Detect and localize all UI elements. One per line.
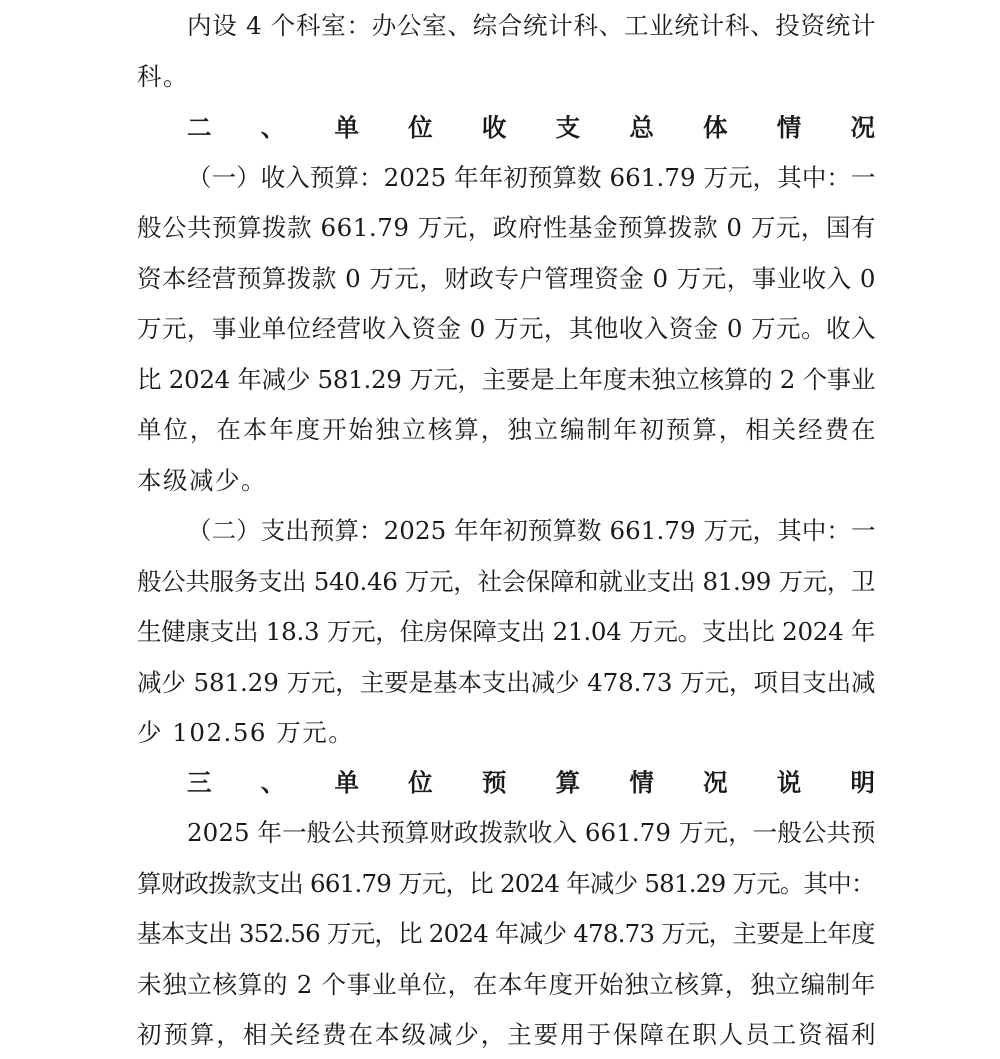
paragraph-line: 生健康支出 18.3 万元，住房保障支出 21.04 万元。支出比 2024 年 [137,617,876,646]
paragraph-line: 内设 4 个科室：办公室、综合统计科、工业统计科、投资统计 [187,11,877,40]
paragraph-line: （一）收入预算：2025 年年初预算数 661.79 万元，其中：一 [187,163,876,192]
paragraph-line: 算财政拨款支出 661.79 万元，比 2024 年减少 581.29 万元。其中： [137,869,875,898]
paragraph-line: 基本支出 352.56 万元，比 2024 年减少 478.73 万元，主要是上年度 [137,919,875,948]
paragraph-line: 本级减少。 [137,466,267,495]
paragraph-line: 比 2024 年减少 581.29 万元，主要是上年度未独立核算的 2 个事业 [137,365,876,394]
paragraph-line: 2025 年一般公共预算财政拨款收入 661.79 万元，一般公共预 [187,818,876,847]
paragraph-line: 少 102.56 万元。 [137,718,355,747]
paragraph-line: 单位，在本年度开始独立核算，独立编制年初预算，相关经费在 [137,415,878,444]
paragraph-line: 般公共预算拨款 661.79 万元，政府性基金预算拨款 0 万元，国有 [137,213,877,242]
paragraph-line: 万元，事业单位经营收入资金 0 万元，其他收入资金 0 万元。收入 [137,314,876,343]
paragraph-line: 科。 [137,62,189,91]
paragraph-line: 初预算，相关经费在本级减少，主要用于保障在职人员工资福利 [137,1020,878,1049]
paragraph-line: 般公共服务支出 540.46 万元，社会保障和就业支出 81.99 万元，卫 [137,567,876,596]
paragraph-line: 未独立核算的 2 个事业单位，在本年度开始独立核算，独立编制年 [137,970,877,999]
section-heading: 二、单位收支总体情况 [187,113,925,142]
section-heading: 三、单位预算情况说明 [187,768,925,797]
paragraph-line: 资本经营预算拨款 0 万元，财政专户管理资金 0 万元，事业收入 0 [137,264,876,293]
paragraph-line: 减少 581.29 万元，主要是基本支出减少 478.73 万元，项目支出减 [137,668,876,697]
paragraph-line: （二）支出预算：2025 年年初预算数 661.79 万元，其中：一 [187,516,876,545]
